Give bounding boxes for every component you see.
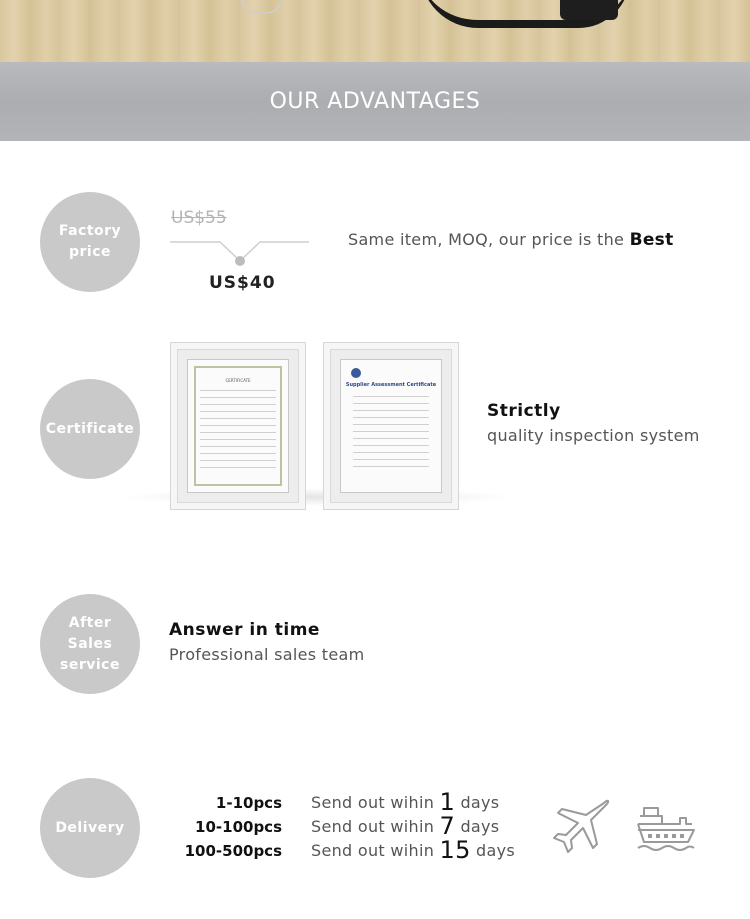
- delivery-label: Delivery: [55, 819, 125, 836]
- factory-price-label: Factory price: [58, 223, 122, 260]
- ship-icon: [636, 804, 696, 854]
- old-price: US$55: [171, 208, 227, 228]
- glass-part: [240, 0, 284, 14]
- factory-price-badge: [40, 192, 140, 292]
- after-sales-subtitle: Professional sales team: [169, 645, 365, 664]
- delivery-text-3: Send out wihin: [311, 841, 440, 860]
- certificate-2-title: Supplier Assessment Certificate: [345, 382, 437, 388]
- delivery-text-2: Send out wihin: [311, 817, 440, 836]
- delivery-unit-3: days: [470, 841, 516, 860]
- airplane-icon: [551, 798, 611, 858]
- after-sales-title: Answer in time: [169, 620, 320, 640]
- price-drop-indicator: [170, 230, 310, 270]
- price-description: [348, 230, 674, 250]
- delivery-row-3: [311, 836, 515, 864]
- delivery-days-3: 15: [439, 836, 471, 864]
- delivery-unit-1: days: [455, 793, 500, 812]
- advantages-banner: [0, 62, 750, 141]
- certificate-label: Certificate: [45, 420, 135, 437]
- product-photo-strip: [0, 0, 750, 62]
- certificate-frame-1: [170, 342, 306, 510]
- power-plug: [560, 0, 618, 20]
- certificate-1-title: CERTIFICATE: [225, 378, 251, 383]
- new-price: US$40: [209, 273, 276, 293]
- certificate-subtitle: quality inspection system: [487, 426, 700, 445]
- after-sales-label: After Sales service: [60, 614, 120, 673]
- certificate-title: Strictly: [487, 401, 561, 421]
- delivery-qty-1: 1-10pcs: [215, 794, 282, 812]
- delivery-days-2: 7: [439, 812, 456, 840]
- after-sales-badge: [40, 594, 140, 694]
- certificate-paper-1: [187, 359, 289, 493]
- certificate-frame-2: [323, 342, 459, 510]
- price-description-bold: Best: [629, 230, 674, 250]
- price-description-text: Same item, MOQ, our price is the: [348, 230, 630, 249]
- delivery-unit-2: days: [455, 817, 500, 836]
- certificate-paper-2: [340, 359, 442, 493]
- delivery-text-1: Send out wihin: [311, 793, 440, 812]
- supplier-logo-icon: [351, 368, 361, 378]
- certificate-badge: [40, 379, 140, 479]
- delivery-days-1: 1: [439, 788, 456, 816]
- banner-title: OUR ADVANTAGES: [269, 89, 481, 114]
- delivery-qty-2: 10-100pcs: [195, 818, 282, 836]
- delivery-qty-3: 100-500pcs: [184, 842, 282, 860]
- delivery-badge: [40, 778, 140, 878]
